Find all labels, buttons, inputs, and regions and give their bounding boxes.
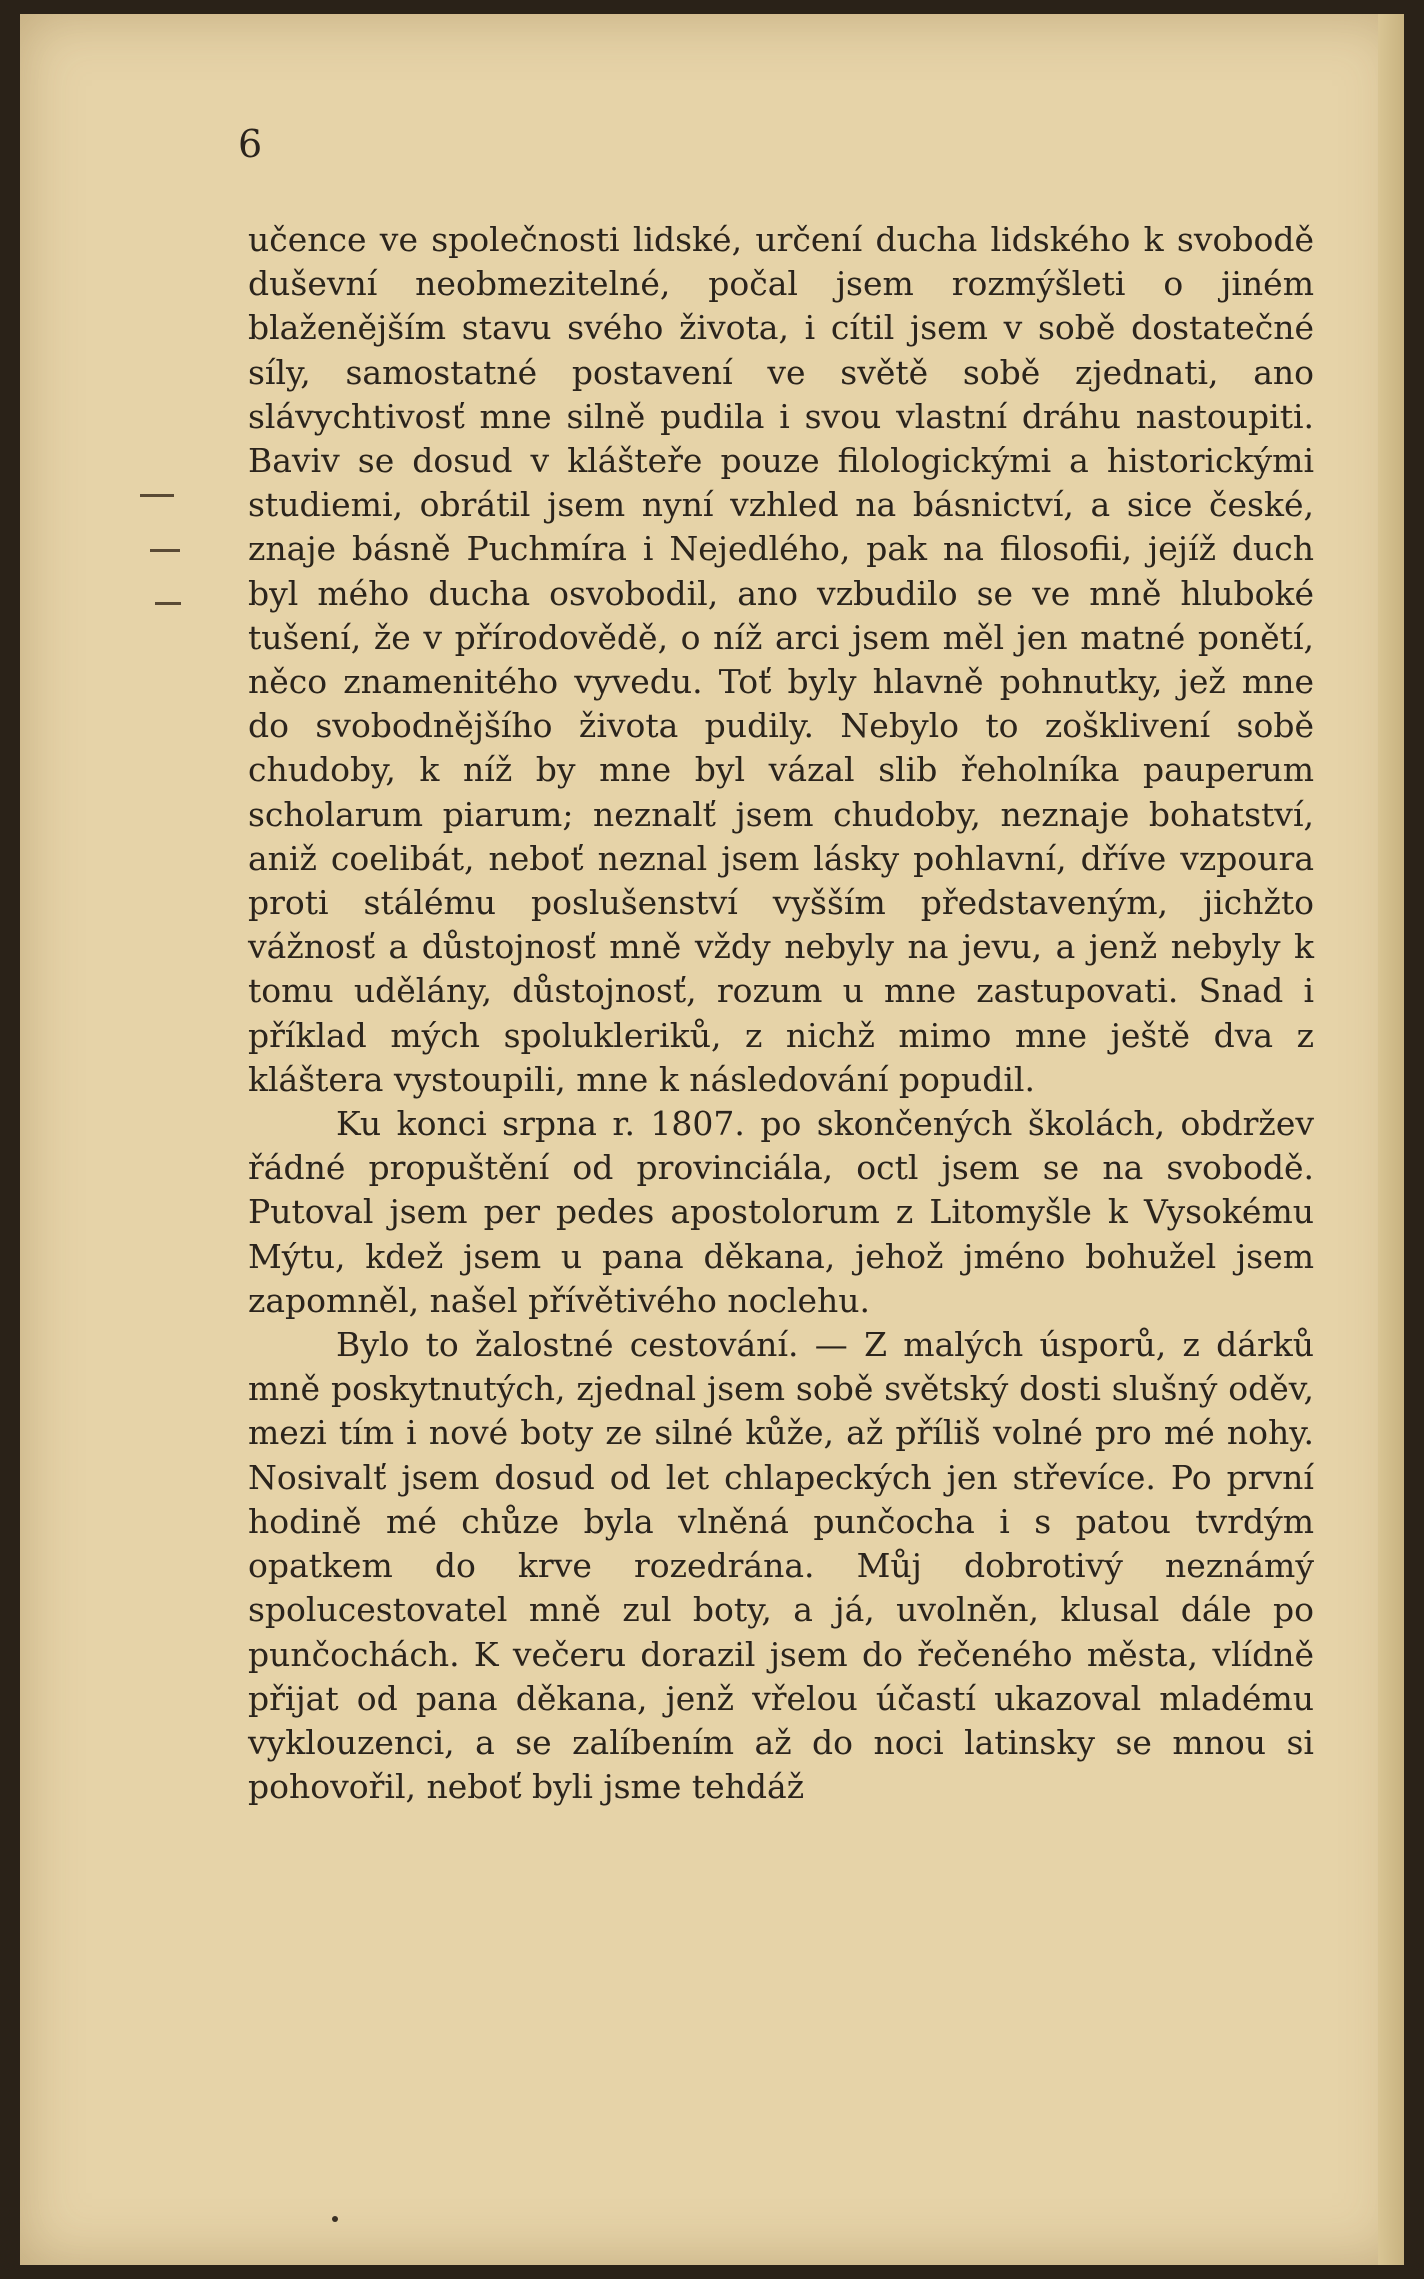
page-edge <box>1378 14 1404 2265</box>
margin-mark <box>140 494 174 497</box>
margin-mark <box>155 602 181 605</box>
book-page <box>20 14 1404 2265</box>
paragraph: Ku konci srpna r. 1807. po skončených školách, obdržev řádné propuštění od provinciála, octl jsem se na svobodě. Putoval jsem per pedes apostolorum z Litomyšle k Vysokému Mýtu, kdež jsem u pana děkana, jehož jméno bohužel jsem zapomněl, našel přívětivého noclehu. <box>248 1104 1314 1320</box>
paragraph: Bylo to žalostné cestování. — Z malých úsporů, z dárků mně poskytnutých, zjednal jsem sobě světský dosti slušný oděv, mezi tím i nové boty ze silné kůže, až příliš volné pro mé nohy. Nosivalť jsem dosud od let chlapeckých jen střevíce. Po první hodině mé chůze byla vlněná punčocha i s patou tvrdým opatkem do krve rozedrána. Můj dobrotivý neznámý spolucestovatel mně zul boty, a já, uvolněn, klusal dále po punčochách. K večeru dorazil jsem do řečeného města, vlídně přijat od pana děkana, jenž vřelou účastí ukazoval mladému vyklouzenci, a se zalíbením až do noci latinsky se mnou si pohovořil, neboť byli jsme tehdáž <box>248 1325 1314 1807</box>
margin-mark <box>150 549 180 552</box>
paragraph: učence ve společnosti lidské, určení ducha lidského k svobodě duševní neobmezitelné, počal jsem rozmýšleti o jiném blaženějším stavu svého života, i cítil jsem v sobě dostatečné síly, samostatné postavení ve světě sobě zjednati, ano slávychtivosť mne silně pudila i svou vlastní dráhu nastoupiti. Baviv se dosud v klášteře pouze filologickými a historickými studiemi, obrátil jsem nyní vzhled na básnictví, a sice české, znaje básně Puchmíra i Nejedlého, pak na filosofii, jejíž duch byl mého ducha osvobodil, ano vzbudilo se ve mně hluboké tušení, že v přírodovědě, o níž arci jsem měl jen matné ponětí, něco znamenitého vyvedu. Toť byly hlavně pohnutky, jež mne do svobodnějšího života pudily. Nebylo to zošklivení sobě chudoby, k níž by mne byl vázal slib řeholníka pauperum scholarum piarum; neznalť jsem chudoby, neznaje bohatství, aniž coelibát, neboť neznal jsem lásky pohlavní, dříve vzpoura proti stálému poslušenství vyšším představeným, jichžto vážnosť a důstojnosť mně vždy nebyly na jevu, a jenž nebyly k tomu udělány, důstojnosť, rozum u mne zastupovati. Snad i příklad mých spolukleriků, z nichž mimo mne ještě dva z kláštera vystoupili, mne k následování popudil. <box>248 220 1314 1099</box>
ink-dot <box>332 2216 338 2222</box>
body-text <box>248 218 1314 1809</box>
page-number: 6 <box>238 122 263 166</box>
